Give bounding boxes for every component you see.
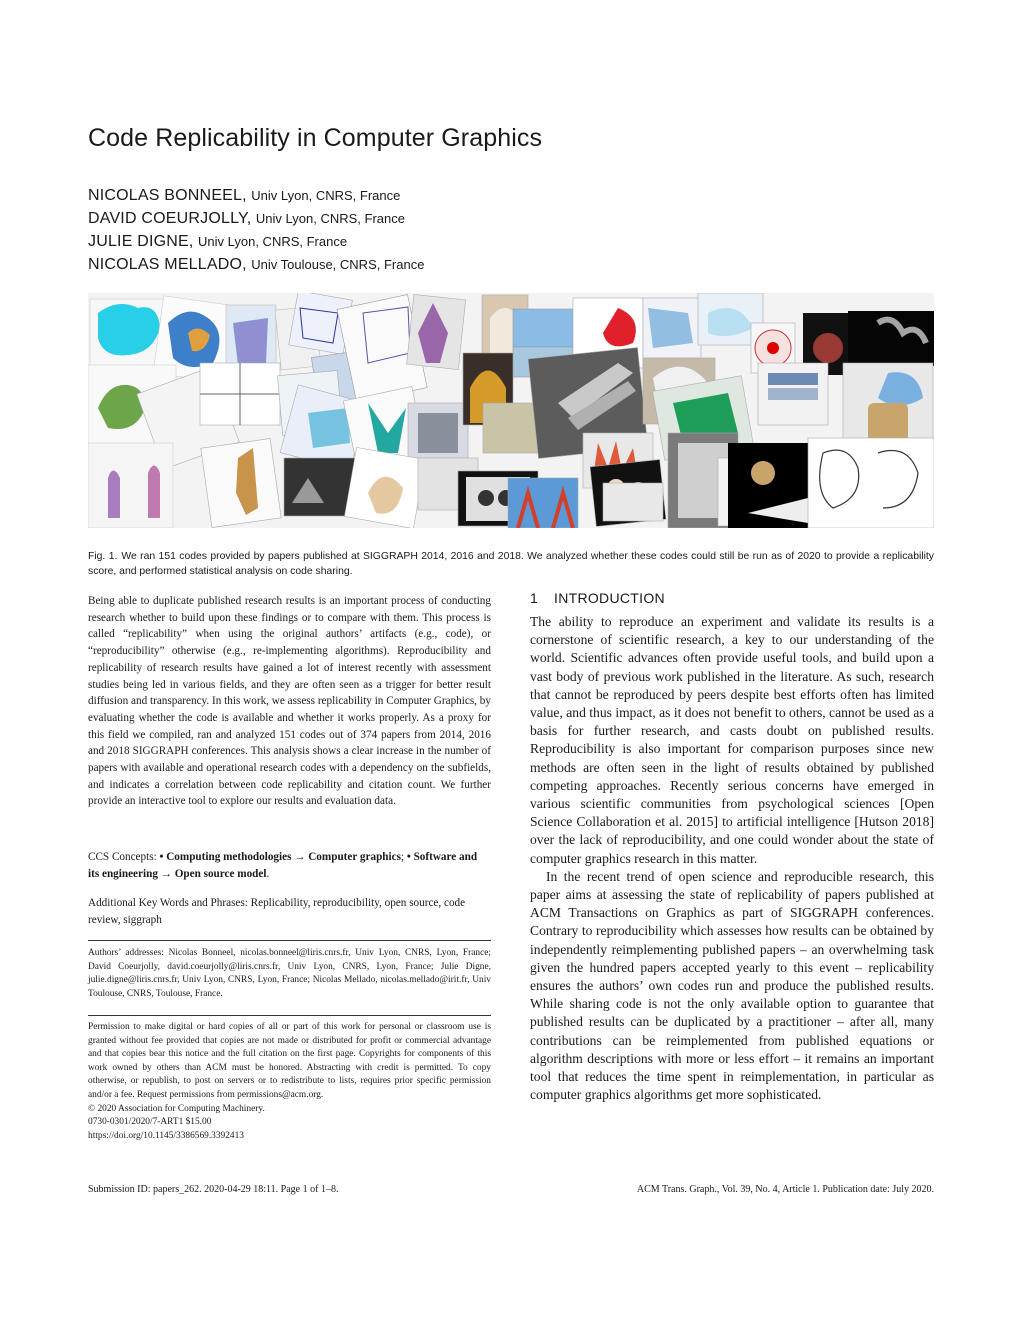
author-name: JULIE DIGNE, [88,233,194,250]
ccs-item-2: • Software and its engineering → Open source model [88,851,478,880]
ccs-concepts [88,849,491,882]
permission-notice [88,1021,491,1143]
teaser-collage [88,293,934,528]
ccs-item-1: • Computing methodologies → Computer graphics [159,851,401,863]
paragraph: In the recent trend of open science and reproducible research, this paper aims at assessing the state of replicability of papers published at ACM Transactions on Graphics as part of SIGGRAPH conferences. Contrary to reproducibility which assesses how results can be obtained by independently reimplementing published papers – an overwhelming task given the hundred papers accepted yearly to this event – replicability ensures the authors’ own codes run and produce the published results. While sharing code is not the only available option to guarantee that published results can be duplicated by a practitioner – after all, many contributions can be reimplemented from published equations or algorithm descriptions with more or less effort – it remains an important tool that reduces the time spent in reimplementation, in particular as computer graphics algorithms get more sophisticated. [530,868,934,1103]
issn: 0730-0301/2020/7-ART1 $15.00 [88,1117,212,1128]
section-title: INTRODUCTION [554,590,665,606]
author-name: NICOLAS MELLADO, [88,256,247,273]
author-affiliation: Univ Lyon, CNRS, France [251,188,401,203]
author-4 [88,253,424,276]
figure-caption-text: We ran 151 codes provided by papers published at SIGGRAPH 2014, 2016 and 2018. We analyzed whether these codes could still be run as of 2020 to provide a replicability score, and performed statistical analysis on code sharing. [88,551,934,577]
copyright: © 2020 Association for Computing Machinery. [88,1103,265,1114]
abstract: Being able to duplicate published research results is an important process of conducting research whether to build upon these findings or to compare with them. This process is called “replicability” when using the original authors’ artifacts (e.g., code), or “reproducibility” otherwise (e.g., re-implementing algorithms). Reproducibility and replicability of research results have gained a lot of interest recently with assessment studies being led in various fields, and they are often seen as a trigger for better result diffusion and transparency. In this work, we assess replicability in Computer Graphics, by evaluating whether the code is available and whether it works properly. As a proxy for this field we compiled, ran and analyzed 151 codes out of 374 papers from 2014, 2016 and 2018 SIGGRAPH conferences. This analysis shows a clear increase in the number of papers with available and operational research codes with a dependency on the subfields, and indicates a correlation between code replicability and citation count. We further provide an interactive tool to explore our results and evaluation data. [88,595,491,808]
permission-divider [88,1015,491,1016]
paragraph: The ability to reproduce an experiment and validate its results is a cornerstone of scientific research, a key to our understanding of the world. Scientific advances often provide useful tools, and build upon a vast body of previous work published in the literature. As such, research that cannot be reproduced by peers despite best efforts often has limited value, and thus impact, as it does not benefit to others, cannot be used as a basis for further research, and casts doubt on published results. Reproducibility is also important for comparison purposes since new methods are often seen in the light of results obtained by published competing approaches. Recently serious concerns have emerged in various scientific communities from psychological sciences [Open Science Collaboration et al. 2015] to artificial intelligence [Hutson 2018] over the lack of reproducibility, and one could wonder about the state of computer graphics research in this matter. [530,614,934,866]
ccs-end: . [266,867,270,880]
paper-title: Code Replicability in Computer Graphics [88,124,543,152]
author-3 [88,230,424,253]
permission-text: Permission to make digital or hard copies of all or part of this work for personal or classroom use is granted without fee provided that copies are not made or distributed for profit or commercial advantage and that copies bear this notice and the full citation on the first page. Copyrights for components of this work owned by others than ACM must be honored. Abstracting with credit is permitted. To copy otherwise, or republish, to post on servers or to redistribute to lists, requires prior specific permission and/or a fee. Request permissions from permissions@acm.org. [88,1022,491,1100]
footnote-divider [88,940,491,941]
ccs-prefix: CCS Concepts: [88,851,160,863]
author-2 [88,207,424,230]
author-name: NICOLAS BONNEEL, [88,187,247,204]
author-list [88,184,424,276]
section-number: 1 [530,590,539,606]
author-affiliation: Univ Lyon, CNRS, France [255,211,405,226]
author-name: DAVID COEURJOLLY, [88,210,252,227]
author-affiliation: Univ Lyon, CNRS, France [198,234,348,249]
figure-label: Fig. 1. [88,551,118,562]
section-heading [530,590,934,606]
introduction-body [530,613,934,1104]
author-affiliation: Univ Toulouse, CNRS, France [251,257,425,272]
footer-left: Submission ID: papers_262. 2020-04-29 18:11. Page 1 of 1–8. [88,1184,339,1195]
author-addresses: Authors’ addresses: Nicolas Bonneel, nicolas.bonneel@liris.cnrs.fr, Univ Lyon, CNRS, Lyon, France; David Coeurjolly, david.coeurjolly@liris.cnrs.fr, Univ Lyon, CNRS, Lyon, France; Julie Digne, julie.digne@liris.cnrs.fr, Univ Lyon, CNRS, Lyon, France; Nicolas Mellado, nicolas.mellado@irit.fr, Univ Toulouse, CNRS, Toulouse, France. [88,948,491,999]
figure-caption [88,549,934,579]
author-1 [88,184,424,207]
keywords: Additional Key Words and Phrases: Replicability, reproducibility, open source, code review, siggraph [88,897,466,926]
doi-link[interactable]: https://doi.org/10.1145/3386569.3392413 [88,1130,244,1141]
footer-right: ACM Trans. Graph., Vol. 39, No. 4, Article 1. Publication date: July 2020. [636,1184,934,1195]
ccs-separator: ; [400,851,407,863]
